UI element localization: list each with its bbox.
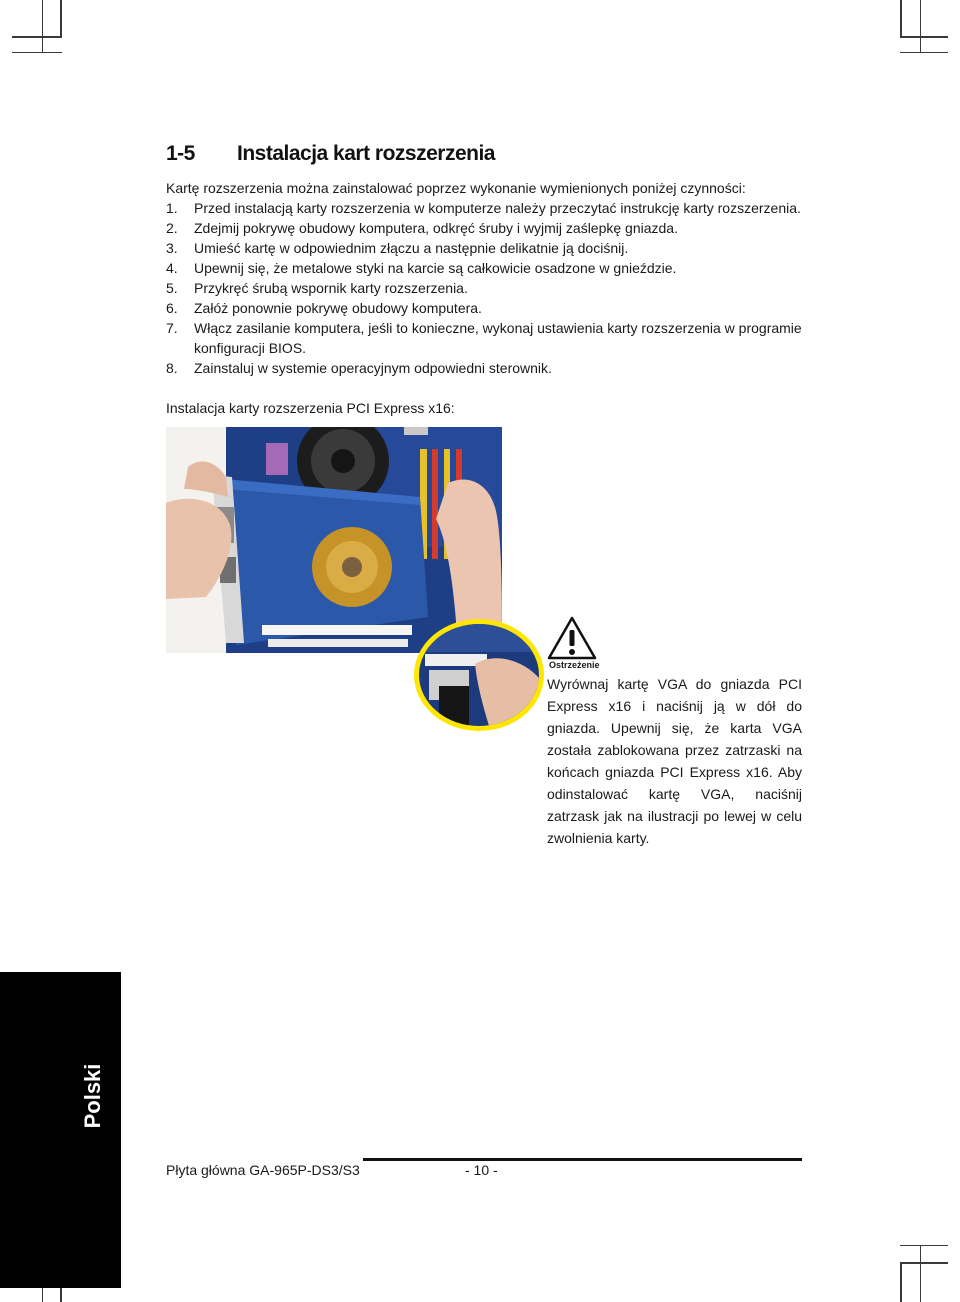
step-text: Załóż ponownie pokrywę obudowy komputera. <box>194 300 482 316</box>
footer-product: Płyta główna GA-965P-DS3/S3 <box>166 1162 360 1178</box>
section-title: Instalacja kart rozszerzenia <box>237 142 495 165</box>
intro-text: Kartę rozszerzenia można zainstalować poprzez wykonanie wymienionych poniżej czynności: <box>166 180 746 196</box>
list-item <box>166 358 806 378</box>
step-number: 5. <box>166 280 178 296</box>
language-tab-label: Polski <box>80 1063 105 1129</box>
step-number: 1. <box>166 200 178 216</box>
list-item <box>166 298 806 318</box>
list-item <box>166 218 806 238</box>
warning-triangle-icon <box>547 616 597 660</box>
step-number: 6. <box>166 300 178 316</box>
step-text: Upewnij się, że metalowe styki na karcie są całkowicie osadzone w gnieździe. <box>194 260 677 276</box>
step-text: Zainstaluj w systemie operacyjnym odpowiedni sterownik. <box>194 360 552 376</box>
list-item <box>166 238 806 258</box>
step-number: 7. <box>166 320 178 336</box>
step-text: Przed instalacją karty rozszerzenia w komputerze należy przeczytać instrukcję karty rozszerzenia. <box>194 200 801 216</box>
step-text: Umieść kartę w odpowiednim złączu a następnie delikatnie ją dociśnij. <box>194 240 629 256</box>
step-text: Przykręć śrubą wspornik karty rozszerzenia. <box>194 280 468 296</box>
install-photo <box>166 427 502 653</box>
step-number: 8. <box>166 360 178 376</box>
page-number: - 10 - <box>465 1162 498 1178</box>
step-text: Włącz zasilanie komputera, jeśli to konieczne, wykonaj ustawienia karty rozszerzenia w programie konfiguracji BIOS. <box>194 320 802 356</box>
list-item <box>166 318 806 358</box>
section-heading <box>166 142 495 166</box>
warning-text: Wyrównaj kartę VGA do gniazda PCI Express x16 i naciśnij ją w dół do gniazda. Upewnij się, że karta VGA została zablokowana przez zatrzaski na końcach gniazda PCI Express x16. Aby odinstalować kartę VGA, naciśnij zatrzask jak na ilustracji po lewej w celu zwolnienia karty. <box>547 676 802 846</box>
step-number: 3. <box>166 240 178 256</box>
zoom-inset <box>414 619 544 731</box>
step-text: Zdejmij pokrywę obudowy komputera, odkręć śruby i wyjmij zaślepkę gniazda. <box>194 220 678 236</box>
pcie-install-label: Instalacja karty rozszerzenia PCI Express x16: <box>166 400 455 416</box>
step-number: 2. <box>166 220 178 236</box>
list-item <box>166 258 806 278</box>
language-tab <box>0 972 121 1288</box>
list-item <box>166 198 806 218</box>
list-item <box>166 278 806 298</box>
section-number: 1-5 <box>166 142 195 165</box>
warning-label: Ostrzeżenie <box>549 660 600 670</box>
steps-list <box>166 198 806 378</box>
footer-rule <box>363 1158 802 1161</box>
step-number: 4. <box>166 260 178 276</box>
